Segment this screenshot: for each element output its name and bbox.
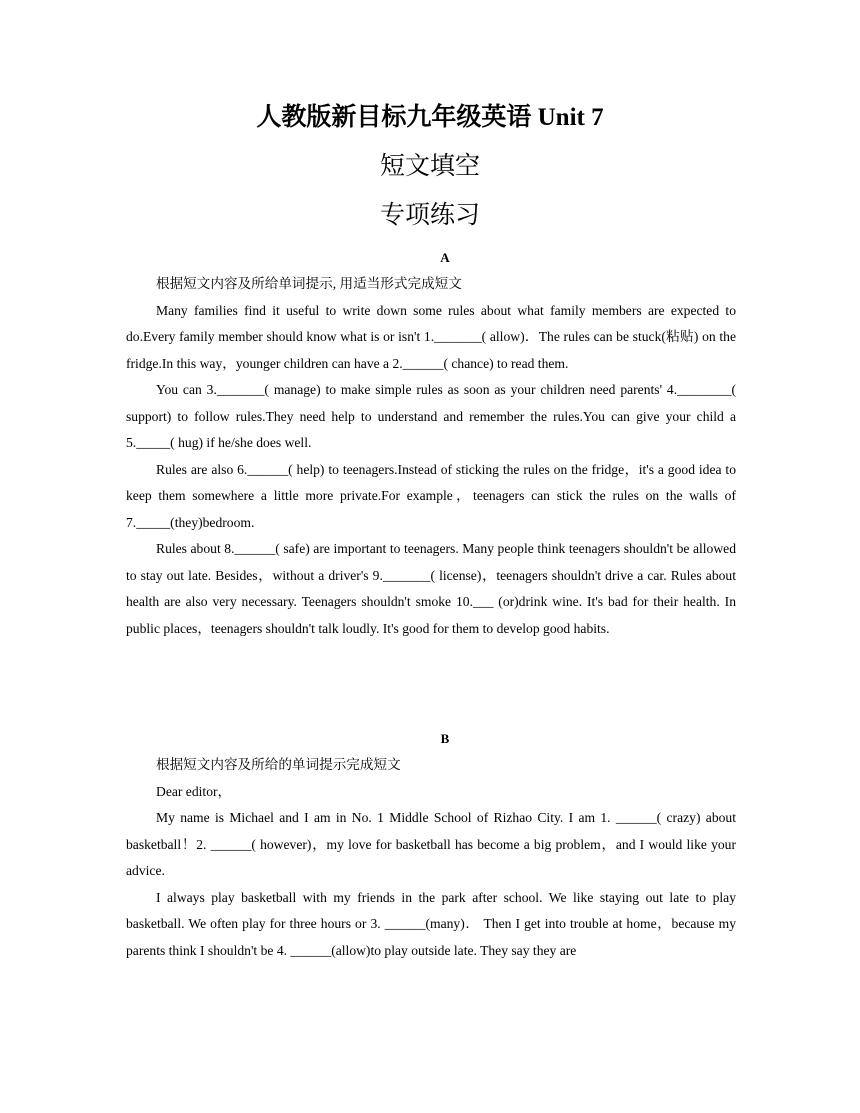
document-title: 人教版新目标九年级英语 Unit 7 — [256, 104, 604, 131]
section-b-instruction: 根据短文内容及所给的单词提示完成短文 — [156, 757, 401, 772]
section-a-body — [126, 271, 736, 642]
section-b-heading: B — [440, 731, 450, 746]
section-a-paragraph-1: Many families find it useful to write down some rules about what family members are expected to do.Every family member should know what is or isn't 1._______( allow)．The rules can be stuck(粘贴) on the fridge.In this way，younger children can have a 2.______( chance) to read them. — [126, 302, 736, 371]
section-b-body — [126, 752, 736, 964]
section-a-heading: A — [440, 250, 450, 265]
document-subtitle-2: 专项练习 — [379, 202, 480, 229]
section-b-greeting: Dear editor， — [156, 783, 232, 799]
section-a-paragraph-4: Rules about 8.______( safe) are important to teenagers. Many people think teenagers shouldn't be allowed to stay out late. Besides，without a driver's 9._______( license)，teenagers shouldn't drive a car. Rules about health are also very necessary. Teenagers shouldn't smoke 10.___ (or)drink wine. It's bad for their health. In public places，teenagers shouldn't talk loudly. It's good for them to develop good habits. — [126, 541, 736, 636]
section-b-paragraph-2: I always play basketball with my friends in the park after school. We like staying out late to play basketball. We often play for three hours or 3. ______(many)． Then I get into trouble at home，because my parents think I shouldn't be 4. ______(allow)to play outside late. They say they are — [126, 889, 736, 958]
document-subtitle: 短文填空 — [379, 153, 480, 180]
section-a-paragraph-2: You can 3._______( manage) to make simple rules as soon as your children need parents' 4.________( support) to follow rules.They need help to understand and remember the rules.You can give your child a 5._____( hug) if he/she does well. — [126, 382, 736, 450]
section-a-instruction: 根据短文内容及所给单词提示, 用适当形式完成短文 — [156, 276, 462, 291]
section-b-paragraph-1: My name is Michael and I am in No. 1 Middle School of Rizhao City. I am 1. ______( crazy) about basketball！2. ______( however)，my love for basketball has become a big problem，and I would like your advice. — [126, 810, 736, 878]
section-a-paragraph-3: Rules are also 6.______( help) to teenagers.Instead of sticking the rules on the fridge，it's a good idea to keep them somewhere a little more private.For example，teenagers can stick the rules on the walls of 7._____(they)bedroom. — [126, 461, 736, 530]
